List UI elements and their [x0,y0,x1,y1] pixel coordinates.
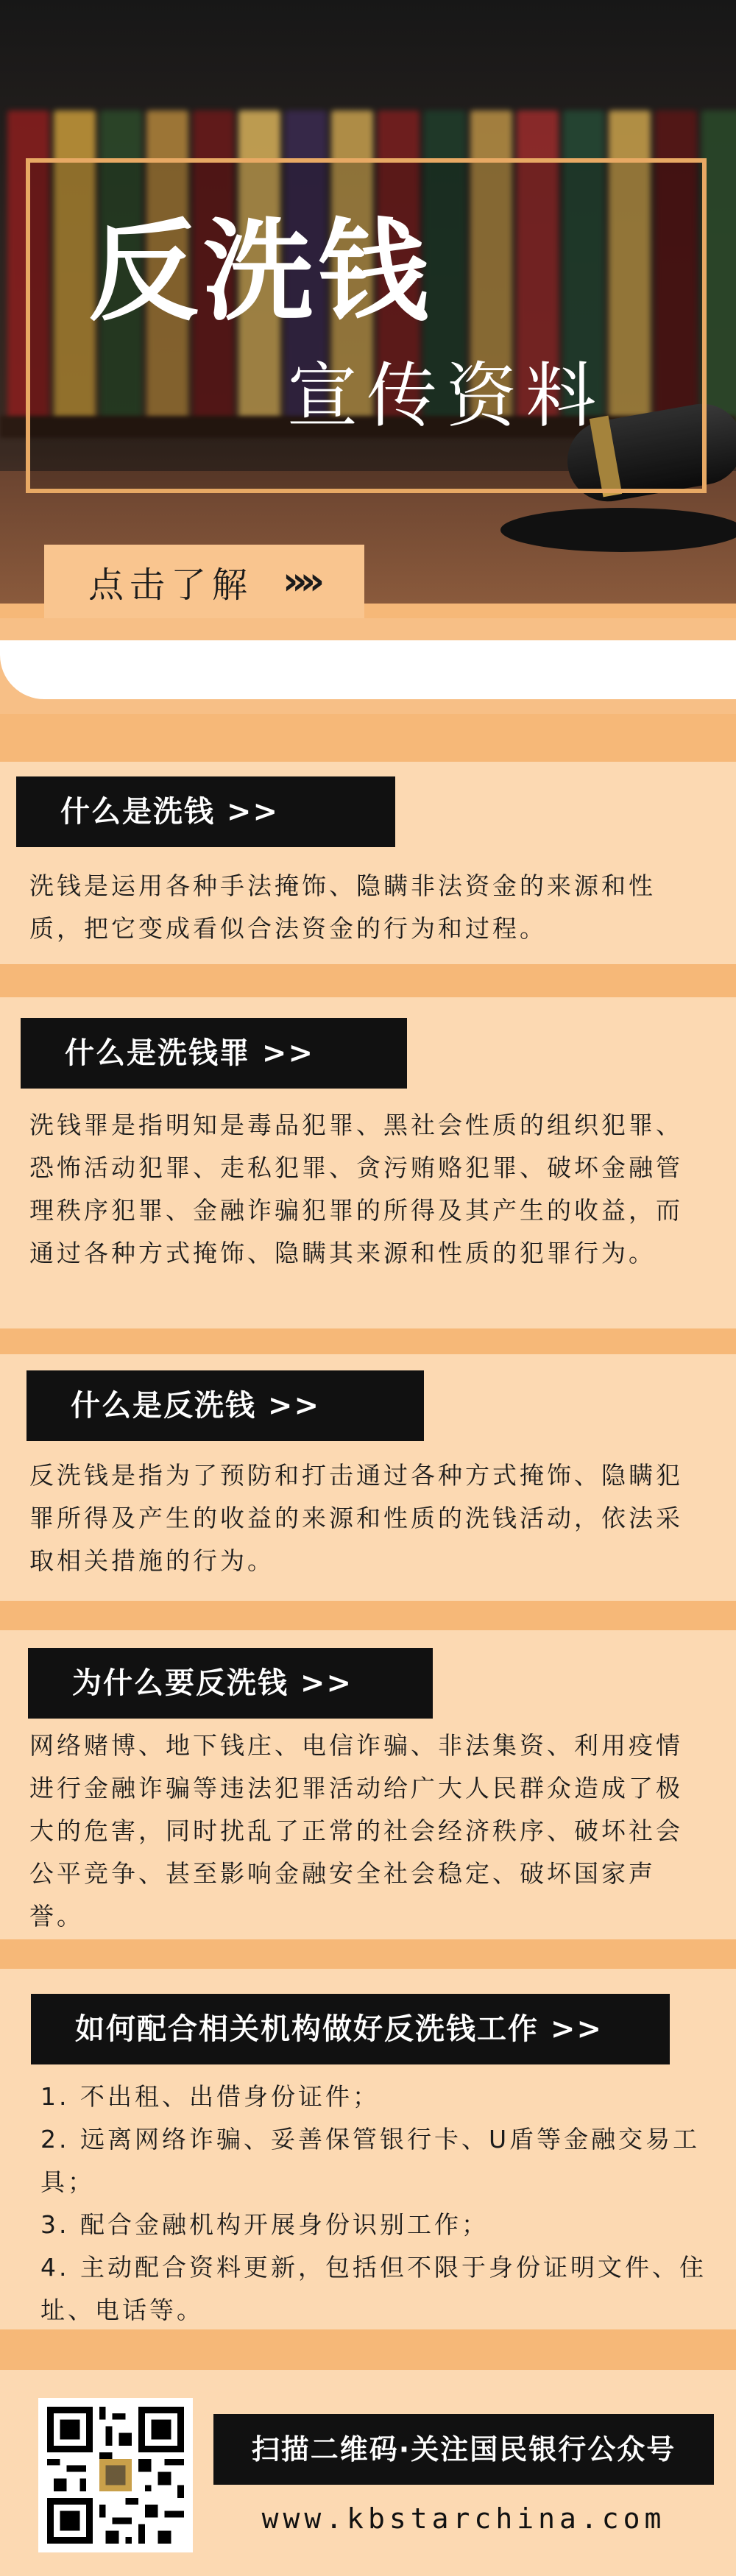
gavel-base [500,508,736,552]
list-item: 3. 配合金融机构开展身份识别工作； [40,2210,489,2239]
section-body: 洗钱罪是指明知是毒品犯罪、黑社会性质的组织犯罪、恐怖活动犯罪、走私犯罪、贪污贿赂犯罪、破坏金融管理秩序犯罪、金融诈骗犯罪的所得及其产生的收益，而通过各种方式掩饰、隐瞒其来源和性质的犯罪行为。 [29,1111,683,1267]
section-body: 洗钱是运用各种手法掩饰、隐瞒非法资金的来源和性质，把它变成看似合法资金的行为和过程。 [29,871,656,943]
section-title: 为什么要反洗钱 >> [28,1648,433,1719]
list-item: 2. 远离网络诈骗、妥善保管银行卡、U盾等金融交易工具； [40,2125,701,2196]
hero-subtitle: 宣传资料 [287,355,605,437]
section-title: 什么是反洗钱 >> [26,1370,424,1441]
section-how-to-cooperate [0,1969,736,2329]
double-chevron-right-icon: »» [283,559,318,604]
section-title: 如何配合相关机构做好反洗钱工作 >> [31,1994,670,2064]
list-item: 4. 主动配合资料更新，包括但不限于身份证明文件、住址、电话等。 [40,2253,707,2324]
website-link[interactable]: www.kbstarchina.com [261,2502,666,2535]
section-what-is-money-laundering [0,762,736,964]
hero-title: 反洗钱 [88,208,434,336]
section-what-is-money-laundering-crime [0,997,736,1328]
cooperation-list [40,2076,707,2332]
learn-more-label: 点击了解 [88,564,254,606]
learn-more-button[interactable] [44,545,364,618]
wave-divider [0,640,736,699]
list-item: 1. 不出租、出借身份证件； [40,2082,380,2111]
footer-banner: 扫描二维码·关注国民银行公众号 [213,2414,714,2485]
qr-code-icon[interactable] [38,2398,193,2552]
section-why-anti-money-laundering [0,1630,736,1939]
section-title: 什么是洗钱 >> [16,776,395,847]
section-what-is-anti-money-laundering [0,1354,736,1601]
section-body: 网络赌博、地下钱庄、电信诈骗、非法集资、利用疫情进行金融诈骗等违法犯罪活动给广大人民群众造成了极大的危害，同时扰乱了正常的社会经济秩序、破坏社会公平竞争、甚至影响金融安全社会稳定、破坏国家声誉。 [29,1731,683,1931]
hero-banner [0,0,736,604]
section-title: 什么是洗钱罪 >> [21,1018,407,1089]
section-body: 反洗钱是指为了预防和打击通过各种方式掩饰、隐瞒犯罪所得及产生的收益的来源和性质的洗钱活动，依法采取相关措施的行为。 [29,1461,683,1575]
